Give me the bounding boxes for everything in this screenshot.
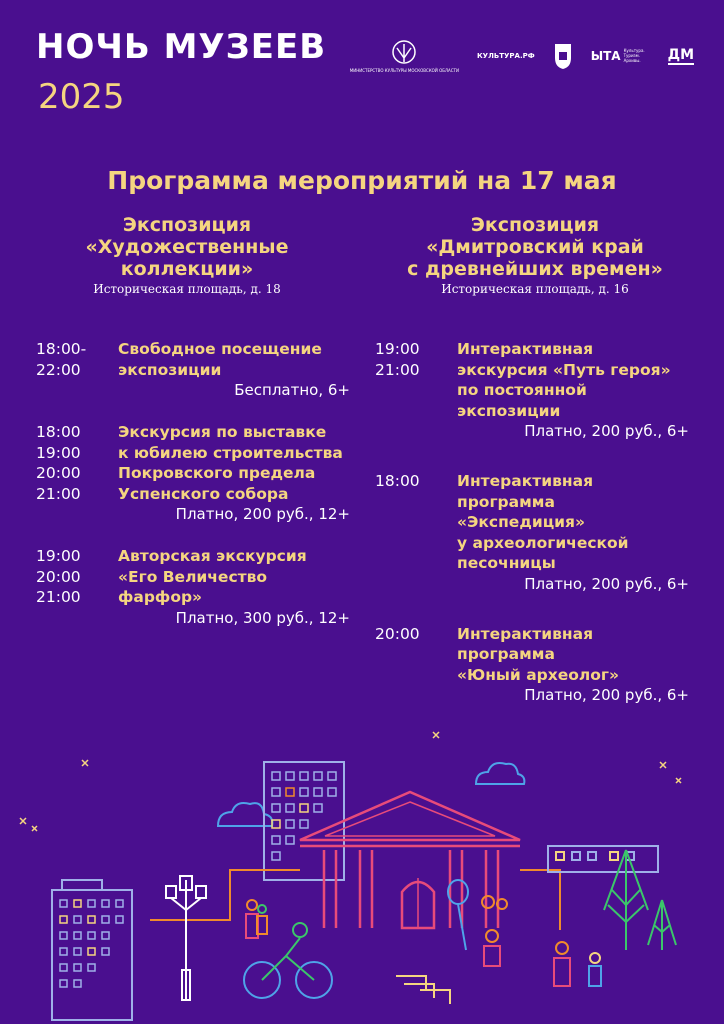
event-item	[375, 339, 695, 441]
event-times: 19:00 20:00 21:00	[36, 547, 81, 606]
event-times: 19:00 21:00	[375, 340, 420, 379]
event-item	[36, 546, 356, 628]
event-price: Платно, 200 руб., 6+	[524, 574, 689, 593]
event-title: Экскурсия по выставке к юбилею строительства Покровского предела Успенского собора	[118, 423, 343, 503]
event-title: Интерактивная экскурсия «Путь героя» по постоянной экспозиции	[457, 340, 671, 420]
right-events-list	[375, 339, 695, 725]
event-times: 18:00 19:00 20:00 21:00	[36, 423, 81, 503]
sparkle-icons	[20, 700, 681, 831]
left-column-header	[22, 214, 352, 296]
right-exhibit-address: Историческая площадь, д. 16	[441, 282, 629, 296]
event-item	[36, 422, 356, 524]
event-item	[375, 471, 695, 594]
kultura-rf-logo: КУЛЬТУРА.РФ	[476, 51, 535, 60]
dmitrov-coat-of-arms	[553, 42, 573, 70]
event-title: Интерактивная программа «Юный археолог»	[457, 624, 620, 684]
event-times: 18:00	[375, 472, 420, 490]
ground-line	[150, 870, 300, 920]
eagle-emblem-icon	[390, 38, 418, 68]
event-price: Платно, 200 руб., 6+	[524, 686, 689, 704]
culture-tourism-logo: ЫТА Культура. Туризм. Архивы.	[590, 48, 645, 63]
right-column-header	[370, 214, 700, 296]
bench-icon	[396, 976, 450, 1004]
festival-title: НОЧЬ МУЗЕЕВ	[36, 27, 327, 67]
cloud-icon	[476, 763, 524, 784]
festival-year: 2025	[38, 77, 125, 117]
partner-logos	[350, 38, 694, 73]
right-building	[548, 846, 658, 872]
ministry-emblem-logo: МИНИСТЕРСТВО КУЛЬТУРЫ МОСКОВСКОЙ ОБЛАСТИ	[350, 38, 459, 73]
tree-icon	[604, 850, 676, 950]
left-building	[52, 880, 132, 1020]
event-times: 18:00- 22:00	[36, 340, 87, 379]
dm-logo: ДМ	[667, 46, 694, 63]
event-title: Авторская экскурсия «Его Величество фарфор»	[118, 547, 307, 606]
event-title: Интерактивная программа «Экспедиция» у археологической песочницы	[457, 472, 629, 572]
event-price: Бесплатно, 6+	[234, 381, 350, 399]
event-title: Свободное посещение экспозиции	[118, 340, 322, 379]
event-times: 20:00	[375, 624, 420, 643]
left-exhibit-address: Историческая площадь, д. 18	[93, 282, 281, 296]
tall-building	[264, 762, 344, 880]
event-item	[36, 339, 356, 400]
left-events-list	[36, 339, 356, 648]
ground-line	[520, 870, 560, 930]
event-item	[375, 624, 695, 706]
city-illustration	[0, 700, 724, 1024]
program-title: Программа мероприятий на 17 мая	[107, 166, 617, 195]
left-exhibit-title: Экспозиция «Художественные коллекции»	[85, 214, 289, 280]
event-price: Платно, 300 руб., 12+	[175, 608, 350, 627]
right-exhibit-title: Экспозиция «Дмитровский край с древнейших времен»	[407, 214, 663, 280]
event-price: Платно, 200 руб., 12+	[175, 505, 350, 523]
street-lamp-icon	[166, 876, 206, 1000]
shield-icon	[553, 42, 573, 70]
event-price: Платно, 200 руб., 6+	[524, 422, 689, 440]
